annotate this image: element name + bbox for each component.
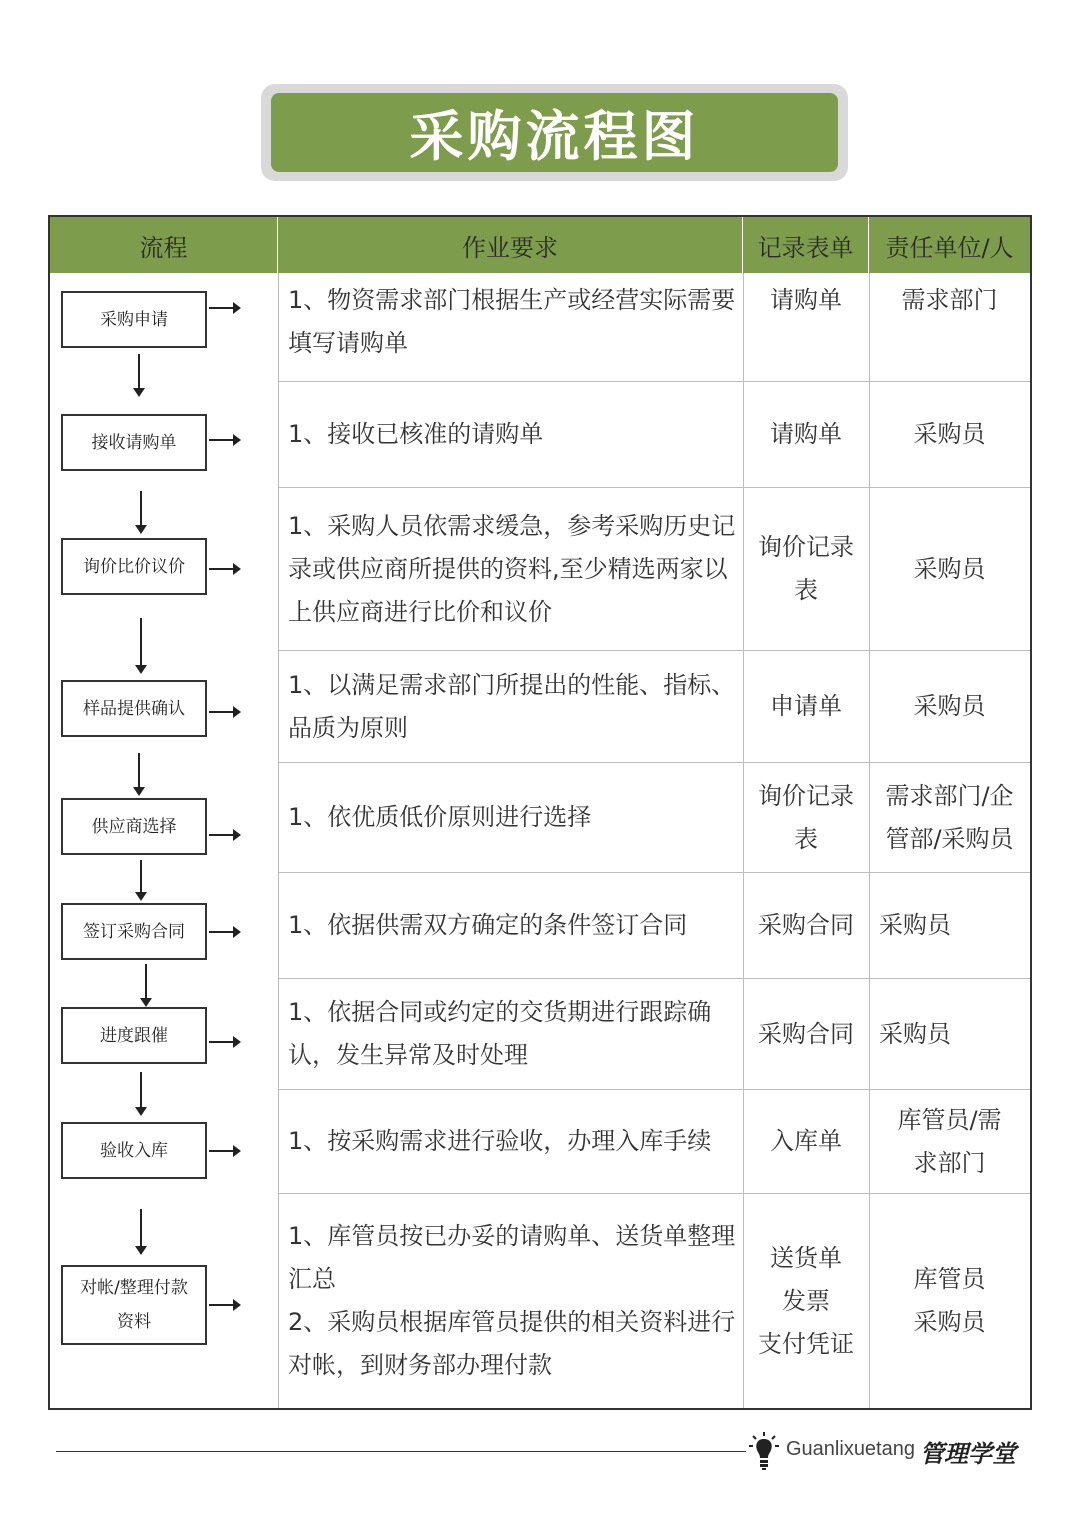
- table-cell-responsible: 库管员 采购员: [913, 1265, 986, 1336]
- right-arrow-icon: [209, 1144, 241, 1158]
- down-arrow-icon: [132, 354, 146, 397]
- process-table: [48, 215, 1032, 1410]
- table-cell-responsible: 采购员: [913, 692, 986, 720]
- page-title: 采购流程图: [409, 105, 700, 168]
- table-cell-record: 请购单: [770, 420, 842, 448]
- table-cell-record: 采购合同: [758, 911, 854, 939]
- down-arrow-icon: [134, 1209, 148, 1255]
- flow-step-box: 接收请购单: [61, 414, 207, 471]
- table-cell-responsible: 需求部门: [901, 286, 998, 314]
- table-cell-record: 入库单: [770, 1127, 842, 1155]
- flow-step-box: 询价比价议价: [61, 538, 207, 595]
- table-cell-requirement: 1、采购人员依需求缓急，参考采购历史记录或供应商所提供的资料,至少精选两家以上供应商进行比价和议价: [288, 511, 736, 626]
- down-arrow-icon: [132, 753, 146, 796]
- footer-brand-en: Guanlixuetang: [786, 1438, 915, 1460]
- footer-rule: [56, 1451, 746, 1452]
- table-cell-requirement: 1、接收已核准的请购单: [288, 420, 544, 448]
- column-divider: [278, 273, 279, 1408]
- table-cell-requirement: 1、按采购需求进行验收，办理入库手续: [288, 1127, 712, 1155]
- table-cell-responsible: 库管员/需求部门: [897, 1105, 1002, 1177]
- title-banner: [261, 84, 848, 181]
- lightbulb-icon: [748, 1431, 780, 1471]
- table-cell-responsible: 采购员: [879, 911, 951, 939]
- table-cell-record: 送货单 发票 支付凭证: [758, 1243, 854, 1358]
- table-cell-responsible: 采购员: [913, 554, 986, 583]
- right-arrow-icon: [209, 705, 241, 719]
- table-cell-requirement: 1、以满足需求部门所提出的性能、指标、品质为原则: [288, 670, 736, 742]
- table-cell-record: 请购单: [770, 286, 842, 314]
- table-cell-requirement: 1、依优质低价原则进行选择: [288, 803, 592, 831]
- right-arrow-icon: [209, 925, 241, 939]
- table-cell-responsible: 需求部门/企管部/采购员: [885, 781, 1014, 853]
- down-arrow-icon: [134, 1072, 148, 1116]
- table-header: [50, 217, 1030, 273]
- flow-step-box: 验收入库: [61, 1122, 207, 1179]
- flow-step-box: 供应商选择: [61, 798, 207, 855]
- table-cell-requirement: 1、依据合同或约定的交货期进行跟踪确认，发生异常及时处理: [288, 998, 712, 1069]
- down-arrow-icon: [139, 964, 153, 1007]
- header-requirement: 作业要求: [278, 217, 743, 273]
- table-cell-record: 申请单: [770, 692, 842, 720]
- flow-step-box: 样品提供确认: [61, 680, 207, 737]
- table-cell-requirement: 1、依据供需双方确定的条件签订合同: [288, 911, 688, 939]
- header-process: 流程: [50, 217, 278, 273]
- table-cell-record: 询价记录表: [758, 533, 854, 604]
- table-cell-requirement: 1、物资需求部门根据生产或经营实际需要填写请购单: [288, 286, 736, 357]
- right-arrow-icon: [209, 828, 241, 842]
- table-cell-record: 采购合同: [758, 1019, 854, 1048]
- table-cell-responsible: 采购员: [913, 420, 986, 448]
- footer-brand-cn: 管理学堂: [920, 1439, 1016, 1468]
- down-arrow-icon: [134, 860, 148, 901]
- table-cell-requirement: 1、库管员按已办妥的请购单、送货单整理汇总 2、采购员根据库管员提供的相关资料进行对帐，到财务部办理付款: [288, 1222, 736, 1379]
- right-arrow-icon: [209, 433, 241, 447]
- flow-step-box: 采购申请: [61, 291, 207, 348]
- down-arrow-icon: [134, 618, 148, 674]
- flow-step-box: 签订采购合同: [61, 903, 207, 960]
- flow-step-box: 对帐/整理付款资料: [61, 1265, 207, 1345]
- header-record: 记录表单: [743, 217, 869, 273]
- right-arrow-icon: [209, 1298, 241, 1312]
- down-arrow-icon: [134, 491, 148, 534]
- right-arrow-icon: [209, 1035, 241, 1049]
- right-arrow-icon: [209, 301, 241, 315]
- table-cell-responsible: 采购员: [879, 1019, 951, 1048]
- title-plate: [271, 93, 838, 172]
- right-arrow-icon: [209, 562, 241, 576]
- header-responsible: 责任单位/人: [885, 233, 1014, 262]
- table-cell-record: 询价记录表: [758, 781, 854, 853]
- flow-step-box: 进度跟催: [61, 1007, 207, 1064]
